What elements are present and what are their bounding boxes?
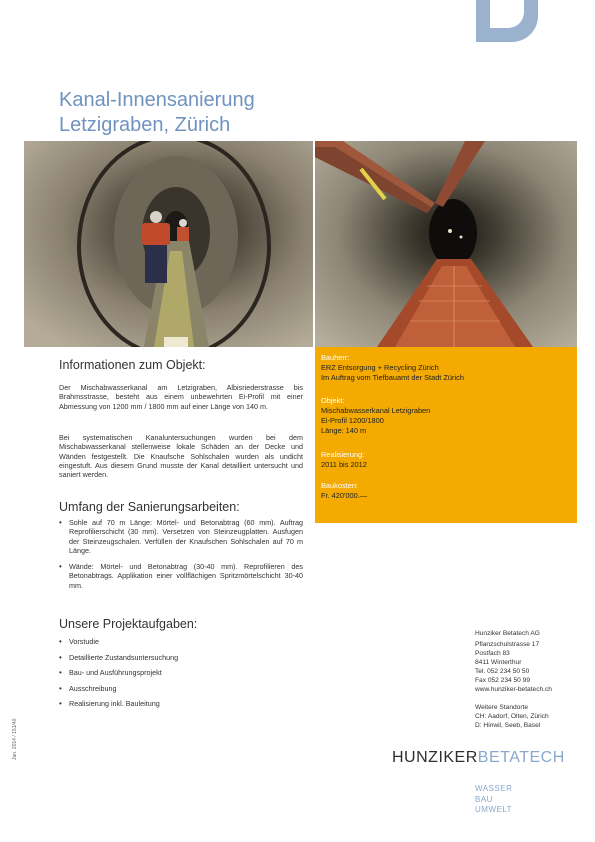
title-line-1: Kanal-Innensanierung	[59, 89, 255, 111]
scope-item: • Sohle auf 70 m Länge: Mörtel- und Betonabtrag (60 mm). Auftrag Reprofilierschicht (30 mm). Versetzen von Steinzeugplatten. Ausfugen der Steinzeugschalen. Verfüllen der Knaufschen Sohlschalen auf 70 m Länge.	[59, 518, 303, 555]
client-line-2: Im Auftrag vom Tiefbauamt der Stadt Zürich	[321, 373, 464, 382]
company-pobox: Postfach 83	[475, 650, 510, 657]
brand-logo	[392, 749, 565, 767]
scope-item: • Wände: Mörtel- und Betonabtrag (30-40 mm). Reprofilieren des Betonabtrags. Applikation einer vollflächigen Spritzmörtelschicht 30-40 mm.	[59, 562, 303, 590]
brand-name-part-1: HUNZIKER	[392, 749, 478, 766]
scope-heading: Umfang der Sanierungsarbeiten:	[59, 500, 240, 514]
tunnel-worker-photo	[24, 141, 313, 347]
cost-value: Fr. 420'000.—	[321, 491, 368, 500]
other-locations-ch: CH: Aadorf, Olten, Zürich	[475, 713, 549, 720]
object-line-2: Ei-Profil 1200/1800	[321, 416, 384, 425]
document-code: Jan. 2014 / 151/40	[12, 718, 18, 760]
info-heading: Informationen zum Objekt:	[59, 358, 206, 372]
company-city: 8411 Winterthur	[475, 659, 522, 666]
company-website[interactable]: www.hunziker-betatech.ch	[475, 686, 552, 693]
brand-name-part-2: BETATECH	[477, 749, 565, 766]
tasks-heading: Unsere Projektaufgaben:	[59, 617, 198, 631]
info-paragraph-1: Der Mischabwasserkanal am Letzigraben, Albisriederstrasse bis Brahmsstrasse, besteht aus einem unbewehrten Ei-Profil mit einer Abmessung von 1200 mm / 1800 mm auf einer Länge von 140 m.	[59, 383, 303, 411]
company-fax: Fax 052 234 50 99	[475, 677, 530, 684]
page-title	[59, 88, 255, 138]
tasks-list	[59, 637, 178, 715]
task-item: • Realisierung inkl. Bauleitung	[59, 699, 178, 715]
tagline-line-1: WASSER	[475, 784, 513, 793]
object-line-1: Mischabwasserkanal Letzigraben	[321, 406, 431, 415]
client-line-1: ERZ Entsorgung + Recycling Zürich	[321, 363, 439, 372]
object-line-3: Länge: 140 m	[321, 426, 367, 435]
realization-label: Realisierung:	[321, 450, 365, 459]
brand-tagline	[475, 784, 512, 816]
info-paragraph-2: Bei systematischen Kanaluntersuchungen wurden bei dem Mischabwasserkanal stellenweise lokale Schäden an der Decke und Wänden festgestellt. Die Knaufsche Sohlschalen wurden als undicht eingestuft. Aus diesem Grund musste der Kanal detailliert untersucht und saniert werden.	[59, 433, 303, 480]
task-item: • Ausschreibung	[59, 684, 178, 700]
task-item: • Detaillierte Zustandsuntersuchung	[59, 653, 178, 669]
client-label: Bauherr:	[321, 353, 350, 362]
object-label: Objekt:	[321, 396, 345, 405]
cost-label: Baukosten:	[321, 481, 358, 490]
task-item: • Vorstudie	[59, 637, 178, 653]
company-tel: Tel. 052 234 50 50	[475, 668, 530, 675]
tunnel-pipe-photo	[315, 141, 577, 347]
scope-list	[59, 518, 303, 590]
task-item: • Bau- und Ausführungsprojekt	[59, 668, 178, 684]
realization-value: 2011 bis 2012	[321, 460, 367, 469]
tagline-line-2: BAU	[475, 794, 493, 804]
other-locations-label: Weitere Standorte	[475, 704, 529, 711]
tagline-line-3: UMWELT	[475, 805, 513, 814]
other-locations-d: D: Hinwil, Seeb, Basel	[475, 722, 541, 729]
company-street: Pflanzschulstrasse 17	[475, 641, 540, 648]
title-line-2: Letzigraben, Zürich	[59, 114, 231, 136]
company-name: Hunziker Betatech AG	[475, 630, 540, 637]
